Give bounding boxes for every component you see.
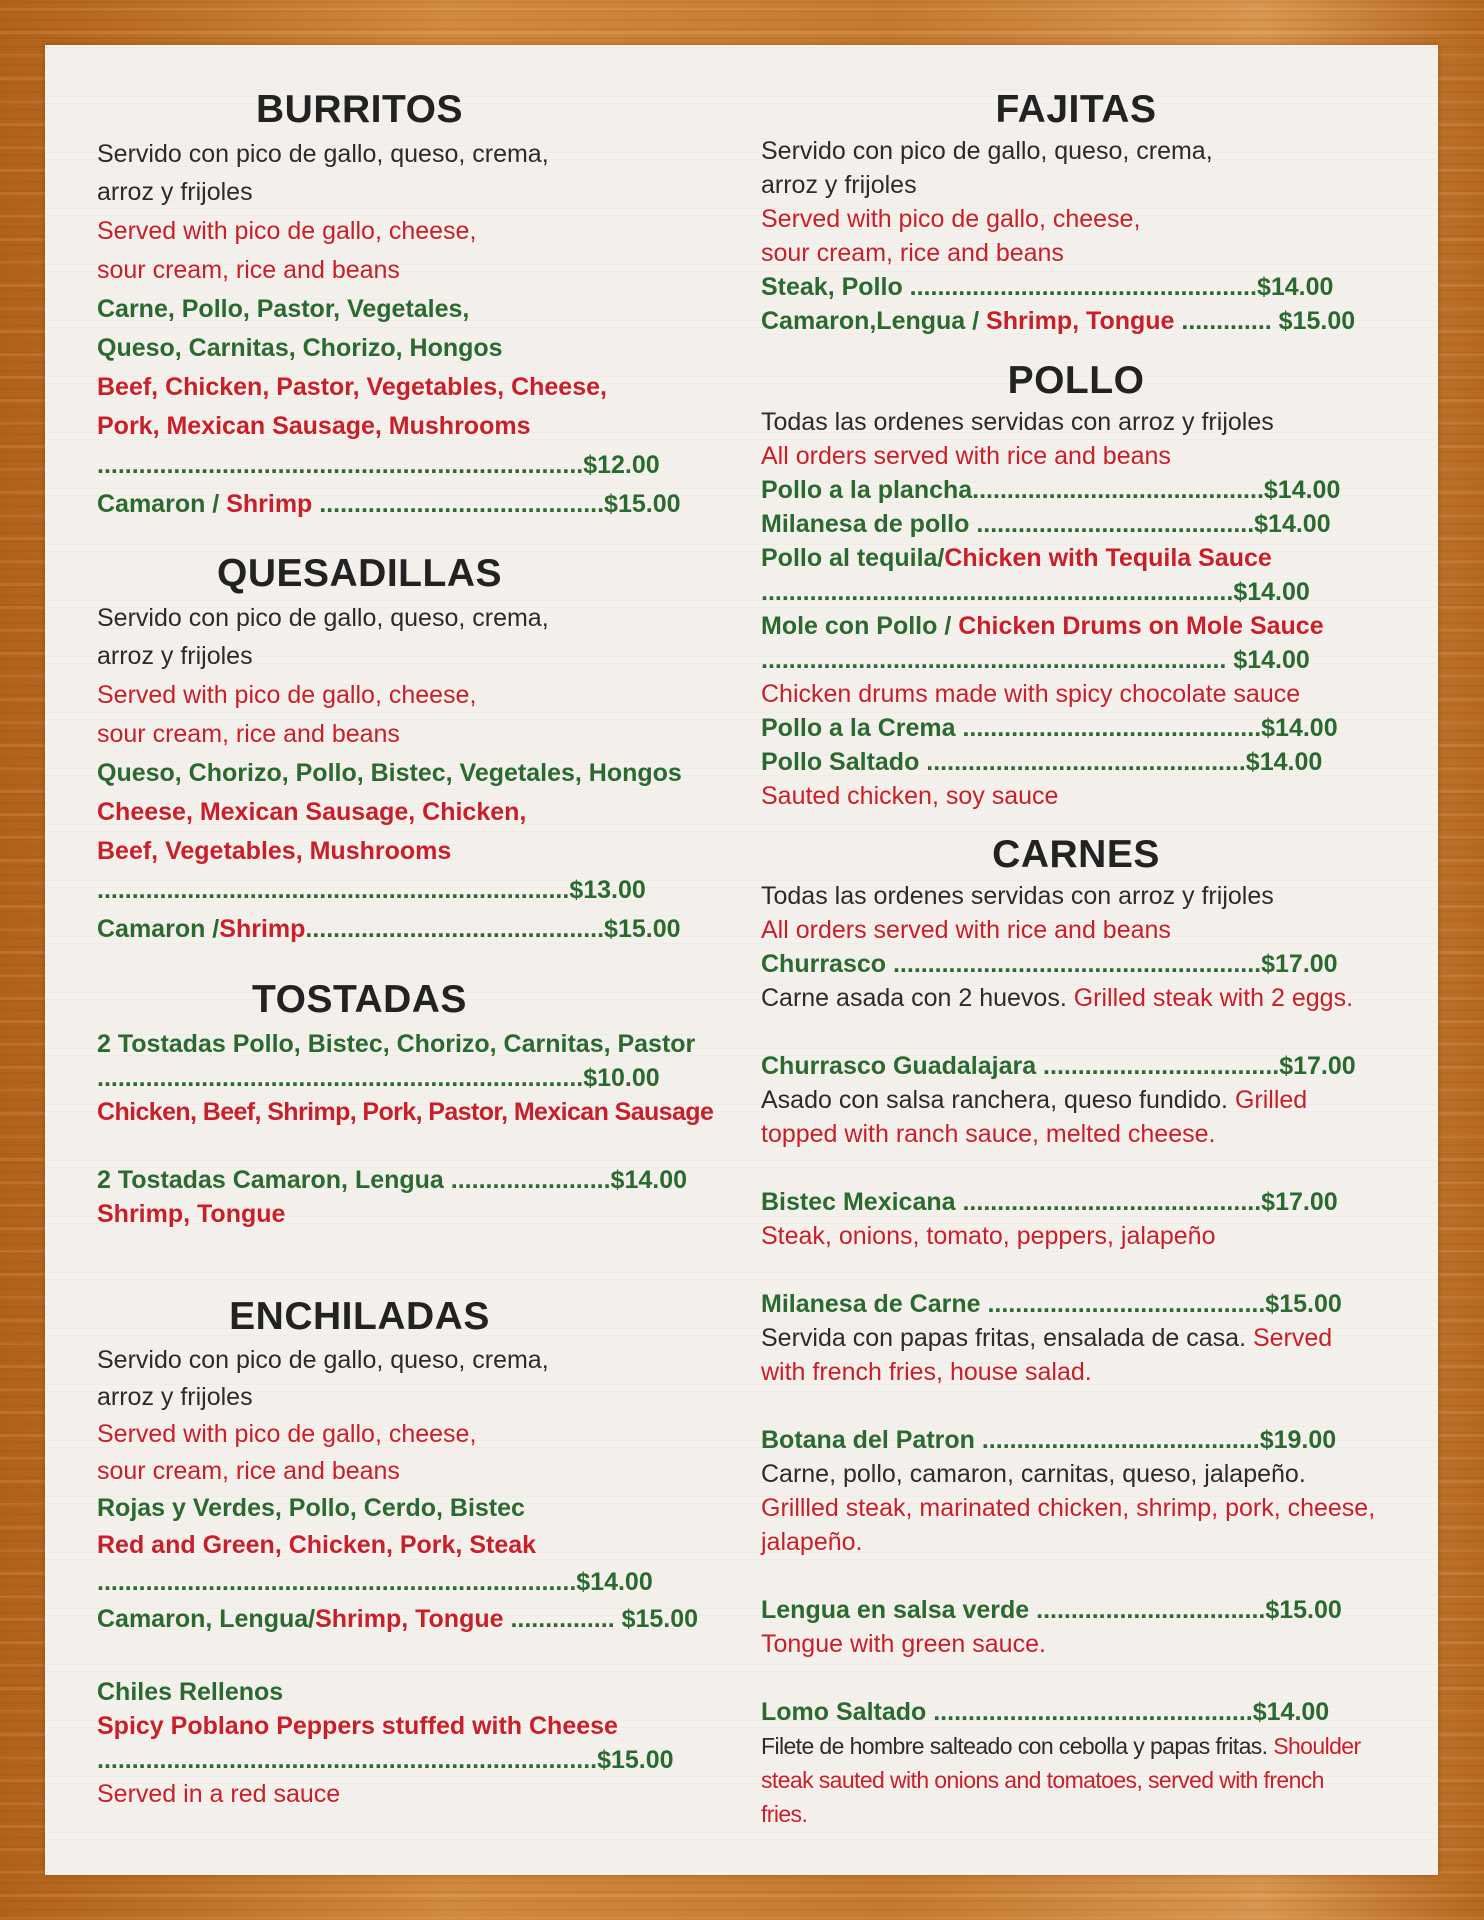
quesadillas-shrimp-line <box>97 913 681 945</box>
burritos-fillings-en-1: Beef, Chicken, Pastor, Vegetables, Cheese, <box>97 373 607 401</box>
tostadas-heading: TOSTADAS <box>252 978 467 1021</box>
quesadillas-desc-en-2: sour cream, rice and beans <box>97 720 400 748</box>
carnes-guadalajara-desc <box>761 1084 1307 1116</box>
burritos-shrimp-price: .........................................$15.00 <box>312 490 681 518</box>
carnes-milanesa-en-1: Served <box>1252 1324 1333 1352</box>
burritos-fillings-es-1: Carne, Pollo, Pastor, Vegetales, <box>97 295 470 323</box>
pollo-item-mole-note: Chicken drums made with spicy chocolate sauce <box>761 680 1301 708</box>
quesadillas-desc-es-1: Servido con pico de gallo, queso, crema, <box>97 604 549 632</box>
enchiladas-seafood-es: Camaron, Lengua/ <box>97 1605 316 1633</box>
carnes-guadalajara-es: Asado con salsa ranchera, queso fundido. <box>761 1086 1235 1114</box>
pollo-desc-es: Todas las ordenes servidas con arroz y frijoles <box>761 408 1274 436</box>
burritos-price: ......................................................................$12.00 <box>97 451 660 479</box>
carnes-milanesa: Milanesa de Carne ........................................$15.00 <box>761 1290 1342 1318</box>
burritos-fillings-en-2: Pork, Mexican Sausage, Mushrooms <box>97 412 531 440</box>
pollo-item-mole-price: ................................................................... $14.00 <box>761 646 1310 674</box>
carnes-milanesa-desc <box>761 1322 1332 1354</box>
quesadillas-fillings-en-2: Beef, Vegetables, Mushrooms <box>97 837 452 865</box>
pollo-item-milanesa: Milanesa de pollo ........................................$14.00 <box>761 510 1331 538</box>
fajitas-heading: FAJITAS <box>995 88 1157 131</box>
quesadillas-heading: QUESADILLAS <box>216 552 502 595</box>
tostadas-item1-en: Chicken, Beef, Shrimp, Pork, Pastor, Mexican Sausage <box>97 1098 714 1126</box>
carnes-bistec-en: Steak, onions, tomato, peppers, jalapeño <box>761 1222 1216 1250</box>
burritos-heading: BURRITOS <box>256 88 463 131</box>
carnes-lomo: Lomo Saltado ..............................................$14.00 <box>761 1698 1330 1726</box>
quesadillas-shrimp-price: ...........................................$15.00 <box>305 915 681 943</box>
burritos-fillings-es-2: Queso, Carnitas, Chorizo, Hongos <box>97 334 503 362</box>
tostadas-item2: 2 Tostadas Camaron, Lengua .......................$14.00 <box>97 1166 688 1194</box>
fajitas-desc-es-1: Servido con pico de gallo, queso, crema, <box>761 137 1213 165</box>
tostadas-item1-price: ......................................................................$10.00 <box>97 1064 660 1092</box>
quesadillas-fillings-es: Queso, Chorizo, Pollo, Bistec, Vegetales, Hongos <box>97 759 682 787</box>
carnes-milanesa-en-2: with french fries, house salad. <box>761 1358 1092 1386</box>
pollo-item-mole-en: Chicken Drums on Mole Sauce <box>958 612 1324 640</box>
fajitas-item2-es: Camaron,Lengua / <box>761 307 987 335</box>
quesadillas-fillings-en-1: Cheese, Mexican Sausage, Chicken, <box>97 798 527 826</box>
fajitas-item2-en: Shrimp, Tongue <box>986 307 1175 335</box>
fajitas-item1: Steak, Pollo ..................................................$14.00 <box>761 273 1334 301</box>
carnes-lengua-en: Tongue with green sauce. <box>761 1630 1046 1658</box>
menu-panel <box>45 45 1438 1875</box>
enchiladas-fillings-es: Rojas y Verdes, Pollo, Cerdo, Bistec <box>97 1494 525 1522</box>
pollo-item-crema: Pollo a la Crema ...........................................$14.00 <box>761 714 1338 742</box>
enchiladas-desc-es-1: Servido con pico de gallo, queso, crema, <box>97 1346 549 1374</box>
carnes-churrasco-es: Carne asada con 2 huevos. <box>761 984 1074 1012</box>
carnes-bistec: Bistec Mexicana ...........................................$17.00 <box>761 1188 1338 1216</box>
carnes-churrasco-desc <box>761 982 1353 1014</box>
carnes-guadalajara-en-1: Grilled <box>1234 1086 1308 1114</box>
chiles-rellenos-en: Spicy Poblano Peppers stuffed with Cheese <box>97 1712 618 1740</box>
tostadas-item2-en: Shrimp, Tongue <box>97 1200 286 1228</box>
pollo-item-tequila-line <box>761 542 1272 574</box>
enchiladas-desc-en-2: sour cream, rice and beans <box>97 1457 400 1485</box>
burritos-shrimp-line <box>97 488 681 520</box>
pollo-item-saltado: Pollo Saltado ..............................................$14.00 <box>761 748 1323 776</box>
carnes-guadalajara-en-2: topped with ranch sauce, melted cheese. <box>761 1120 1216 1148</box>
burritos-shrimp-en: Shrimp <box>226 490 313 518</box>
carnes-lomo-en-3: fries. <box>761 1801 808 1827</box>
fajitas-item2-price: ............. $15.00 <box>1174 307 1356 335</box>
pollo-item-tequila-price: ....................................................................$14.00 <box>761 578 1310 606</box>
carnes-heading: CARNES <box>992 833 1160 876</box>
enchiladas-heading: ENCHILADAS <box>229 1295 490 1338</box>
carnes-lomo-es: Filete de hombre salteado con cebolla y papas fritas. <box>761 1733 1274 1759</box>
quesadillas-shrimp-es: Camaron / <box>97 915 220 943</box>
burritos-desc-es-2: arroz y frijoles <box>97 178 253 206</box>
enchiladas-seafood-price: ............... $15.00 <box>503 1605 699 1633</box>
enchiladas-desc-es-2: arroz y frijoles <box>97 1383 253 1411</box>
quesadillas-price: ....................................................................$13.00 <box>97 876 646 904</box>
carnes-churrasco-en: Grilled steak with 2 eggs. <box>1073 984 1354 1012</box>
chiles-rellenos-note: Served in a red sauce <box>97 1780 341 1808</box>
carnes-lengua: Lengua en salsa verde .................................$15.00 <box>761 1596 1342 1624</box>
quesadillas-desc-es-2: arroz y frijoles <box>97 642 253 670</box>
chiles-rellenos-price: ........................................................................$15.00 <box>97 1746 674 1774</box>
carnes-botana-es: Carne, pollo, camaron, carnitas, queso, jalapeño. <box>761 1460 1306 1488</box>
carnes-churrasco: Churrasco .....................................................$17.00 <box>761 950 1338 978</box>
pollo-heading: POLLO <box>1007 359 1145 402</box>
enchiladas-desc-en-1: Served with pico de gallo, cheese, <box>97 1420 477 1448</box>
pollo-item-tequila-en: Chicken with Tequila Sauce <box>944 544 1272 572</box>
enchiladas-fillings-en: Red and Green, Chicken, Pork, Steak <box>97 1531 537 1559</box>
quesadillas-desc-en-1: Served with pico de gallo, cheese, <box>97 681 477 709</box>
burritos-desc-en-2: sour cream, rice and beans <box>97 256 400 284</box>
carnes-lomo-desc <box>761 1730 1361 1762</box>
carnes-desc-en: All orders served with rice and beans <box>761 916 1171 944</box>
carnes-guadalajara: Churrasco Guadalajara ..................................$17.00 <box>761 1052 1356 1080</box>
carnes-desc-es: Todas las ordenes servidas con arroz y frijoles <box>761 882 1274 910</box>
enchiladas-seafood-line <box>97 1603 698 1635</box>
fajitas-item2-line <box>761 305 1355 337</box>
chiles-rellenos-name: Chiles Rellenos <box>97 1678 284 1706</box>
pollo-item-plancha: Pollo a la plancha..........................................$14.00 <box>761 476 1341 504</box>
tostadas-item1: 2 Tostadas Pollo, Bistec, Chorizo, Carnitas, Pastor <box>97 1030 696 1058</box>
carnes-botana-en-1: Grillled steak, marinated chicken, shrimp, pork, cheese, <box>761 1494 1376 1522</box>
carnes-lomo-en-2: steak sauted with onions and tomatoes, served with french <box>761 1767 1324 1793</box>
carnes-milanesa-es: Servida con papas fritas, ensalada de casa. <box>761 1324 1253 1352</box>
pollo-item-mole-line <box>761 610 1324 642</box>
burritos-desc-en-1: Served with pico de gallo, cheese, <box>97 217 477 245</box>
fajitas-desc-en-1: Served with pico de gallo, cheese, <box>761 205 1141 233</box>
fajitas-desc-es-2: arroz y frijoles <box>761 171 917 199</box>
pollo-desc-en: All orders served with rice and beans <box>761 442 1171 470</box>
quesadillas-shrimp-en: Shrimp <box>219 915 306 943</box>
enchiladas-price: .....................................................................$14.00 <box>97 1568 653 1596</box>
pollo-item-tequila-es: Pollo al tequila/ <box>761 544 945 572</box>
enchiladas-seafood-en: Shrimp, Tongue <box>315 1605 504 1633</box>
pollo-item-saltado-note: Sauted chicken, soy sauce <box>761 782 1059 810</box>
burritos-shrimp-es: Camaron / <box>97 490 227 518</box>
burritos-desc-es-1: Servido con pico de gallo, queso, crema, <box>97 140 549 168</box>
pollo-item-mole-es: Mole con Pollo / <box>761 612 959 640</box>
carnes-lomo-en-1: Shoulder <box>1273 1733 1361 1759</box>
fajitas-desc-en-2: sour cream, rice and beans <box>761 239 1064 267</box>
carnes-botana: Botana del Patron ........................................$19.00 <box>761 1426 1337 1454</box>
carnes-botana-en-2: jalapeño. <box>761 1528 863 1556</box>
